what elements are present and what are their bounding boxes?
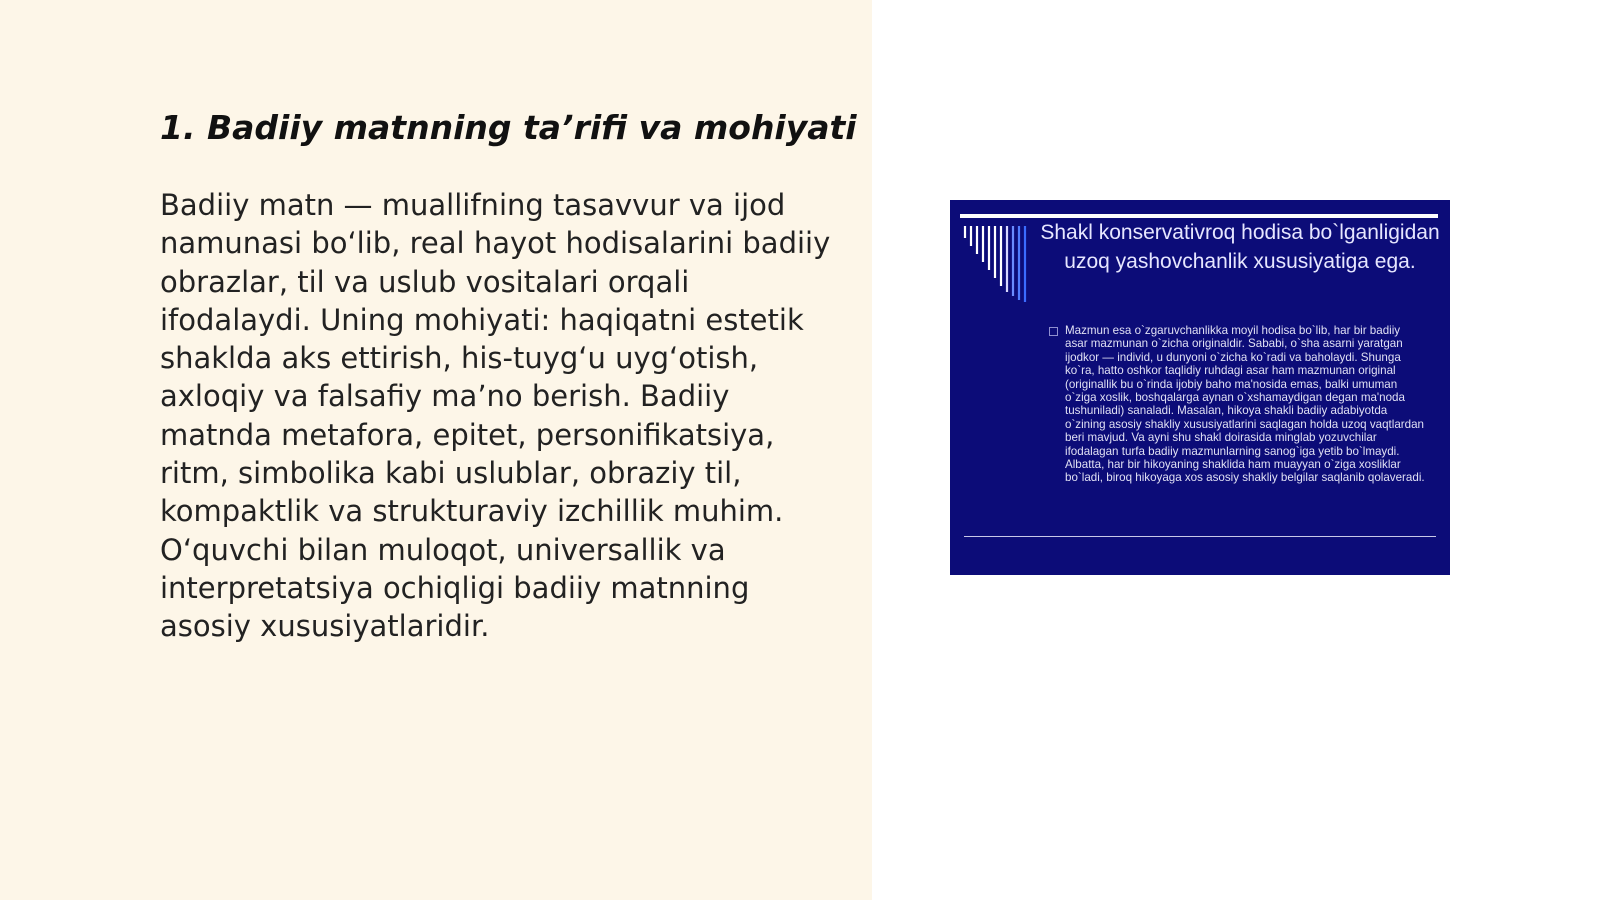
inset-stripes-decoration: [962, 224, 1032, 304]
inset-bullet-text: Mazmun esa o`zgaruvchanlikka moyil hodisa bo`lib, har bir badiiy asar mazmunan o`zicha originaldir. Sababi, o`sha asarni yaratgan ijodkor — individ, u dunyoni o`zicha ko`radi va baholaydi. Shunga ko`ra, hatto oshkor taqlidiy ruhdagi asar ham mazmunan original (originallik bu o`rinda ijobiy baho ma'nosida emas, balki umuman o`ziga xoslik, boshqalarga aynan o`xshamaydigan degan ma'noda tushuniladi) sanaladi. Masalan, hikoya shakli badiiy adabiyotda o`zining asosiy shakliy xususiyatlarini saqlagan holda uzoq vaqtlardan beri mavjud. Va ayni shu shakl doirasida minglab yozuvchilar ifodalagan turfa badiiy mazmunlarning sanog`iga yetib bo`lmaydi. Albatta, har bir hikoyaning shaklida ham muayyan o`ziga xosliklar bo`ladi, biroq hikoyaga xos asosiy shakliy belgilar saqlanib qolaveradi.: [1065, 324, 1425, 485]
inset-bullet-icon: [1049, 327, 1058, 336]
slide-heading: 1. Badiiy matnning ta’rifi va mohiyati: [160, 108, 857, 147]
inset-bottom-rule: [964, 536, 1436, 537]
inset-title: Shakl konservativroq hodisa bo`lganligidan uzoq yashovchanlik xususiyatiga ega.: [1040, 221, 1440, 273]
embedded-slide-image: [950, 200, 1450, 575]
slide-body-text: Badiiy matn — muallifning tasavvur va ijod namunasi bo‘lib, real hayot hodisalarini badiiy obrazlar, til va uslub vositalari orqali ifodalaydi. Uning mohiyati: haqiqatni estetik shaklda aks ettirish, his-tuyg‘u uyg‘otish, axloqiy va falsafiy ma’no berish. Badiiy matnda metafora, epitet, personifikatsiya, ritm, simbolika kabi uslublar, obraziy til, kompaktlik va strukturaviy izchillik muhim. O‘quvchi bilan muloqot, universallik va interpretatsiya ochiqligi badiiy matnning asosiy xususiyatlaridir.: [160, 188, 831, 644]
